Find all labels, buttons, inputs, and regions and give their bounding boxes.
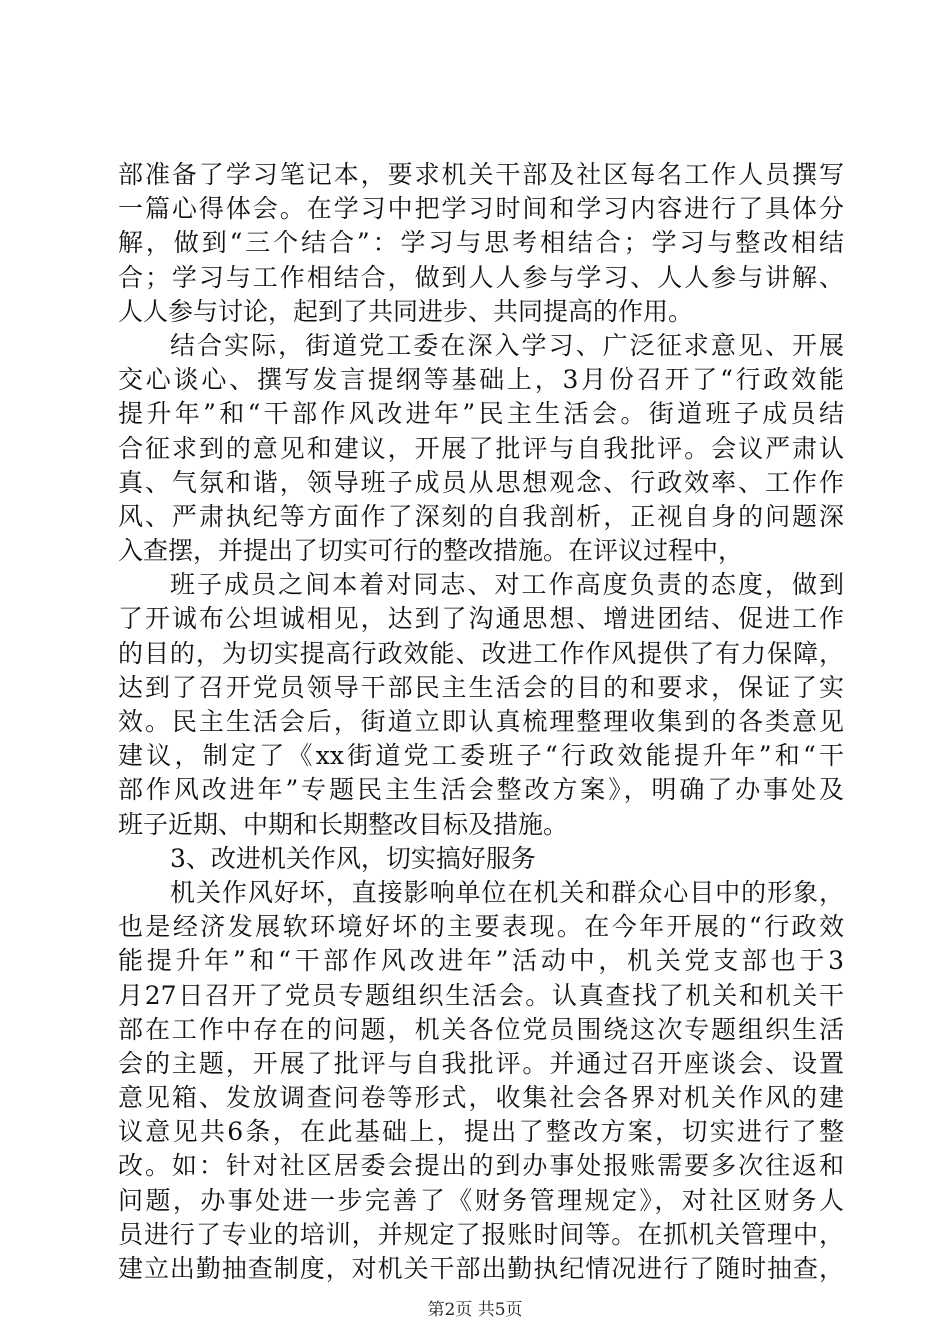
text-line: 达到了召开党员领导干部民主生活会的目的和要求，保证了实 <box>118 672 844 702</box>
text-line: 部准备了学习笔记本，要求机关干部及社区每名工作人员撰写 <box>118 160 844 189</box>
text-line: 的目的，为切实提高行政效能、改进工作作风提供了有力保障， <box>118 638 844 668</box>
text-line: 了开诚布公坦诚相见，达到了沟通思想、增进团结、促进工作 <box>118 604 844 634</box>
text-line: 提升年”和“干部作风改进年”民主生活会。街道班子成员结 <box>118 399 844 429</box>
text-line: 建立出勤抽查制度，对机关干部出勤执纪情况进行了随时抽查， <box>118 1254 844 1283</box>
text-line: 3、改进机关作风，切实搞好服务 <box>170 843 536 873</box>
text-line: 会的主题，开展了批评与自我批评。并通过召开座谈会、设置 <box>118 1048 844 1078</box>
text-line: 问题，办事处进一步完善了《财务管理规定》，对社区财务人 <box>118 1185 844 1215</box>
text-line: 能提升年”和“干部作风改进年”活动中，机关党支部也于3 <box>118 946 844 976</box>
text-line: 真、气氛和谐，领导班子成员从思想观念、行政效率、工作作 <box>118 467 844 497</box>
body-text <box>118 158 844 1286</box>
text-line: 机关作风好坏，直接影响单位在机关和群众心目中的形象， <box>170 877 844 907</box>
text-line: 改。如：针对社区居委会提出的到办事处报账需要多次往返和 <box>118 1151 844 1181</box>
text-line: 合；学习与工作相结合，做到人人参与学习、人人参与讲解、 <box>118 262 844 292</box>
text-line: 班子近期、中期和长期整改目标及措施。 <box>118 809 569 839</box>
text-line: 入查摆，并提出了切实可行的整改措施。在评议过程中， <box>118 536 744 566</box>
text-line: 也是经济发展软环境好坏的主要表现。在今年开展的“行政效 <box>118 912 844 942</box>
text-line: 解，做到“三个结合”：学习与思考相结合；学习与整改相结 <box>118 228 844 258</box>
text-line: 合征求到的意见和建议，开展了批评与自我批评。会议严肃认 <box>118 433 844 463</box>
text-line: 交心谈心、撰写发言提纲等基础上，3月份召开了“行政效能 <box>118 365 844 395</box>
text-line: 建议，制定了《xx街道党工委班子“行政效能提升年”和“干 <box>118 741 844 771</box>
text-line: 一篇心得体会。在学习中把学习时间和学习内容进行了具体分 <box>118 194 844 224</box>
text-line: 部作风改进年”专题民主生活会整改方案》，明确了办事处及 <box>118 775 844 805</box>
text-line: 结合实际，街道党工委在深入学习、广泛征求意见、开展 <box>170 330 844 360</box>
text-line: 风、严肃执纪等方面作了深刻的自我剖析，正视自身的问题深 <box>118 501 844 531</box>
text-line: 议意见共6条，在此基础上，提出了整改方案，切实进行了整 <box>118 1117 844 1147</box>
text-line: 效。民主生活会后，街道立即认真梳理整理收集到的各类意见 <box>118 707 844 736</box>
text-line: 班子成员之间本着对同志、对工作高度负责的态度，做到 <box>170 570 844 600</box>
text-line: 意见箱、发放调查问卷等形式，收集社会各界对机关作风的建 <box>118 1083 844 1113</box>
text-line: 人人参与讨论，起到了共同进步、共同提高的作用。 <box>118 296 694 326</box>
text-line: 部在工作中存在的问题，机关各位党员围绕这次专题组织生活 <box>118 1014 844 1044</box>
page-footer: 第2页 共5页 <box>427 1300 523 1320</box>
text-line: 月27日召开了党员专题组织生活会。认真查找了机关和机关干 <box>118 980 844 1010</box>
text-line: 员进行了专业的培训，并规定了报账时间等。在抓机关管理中， <box>118 1219 844 1249</box>
